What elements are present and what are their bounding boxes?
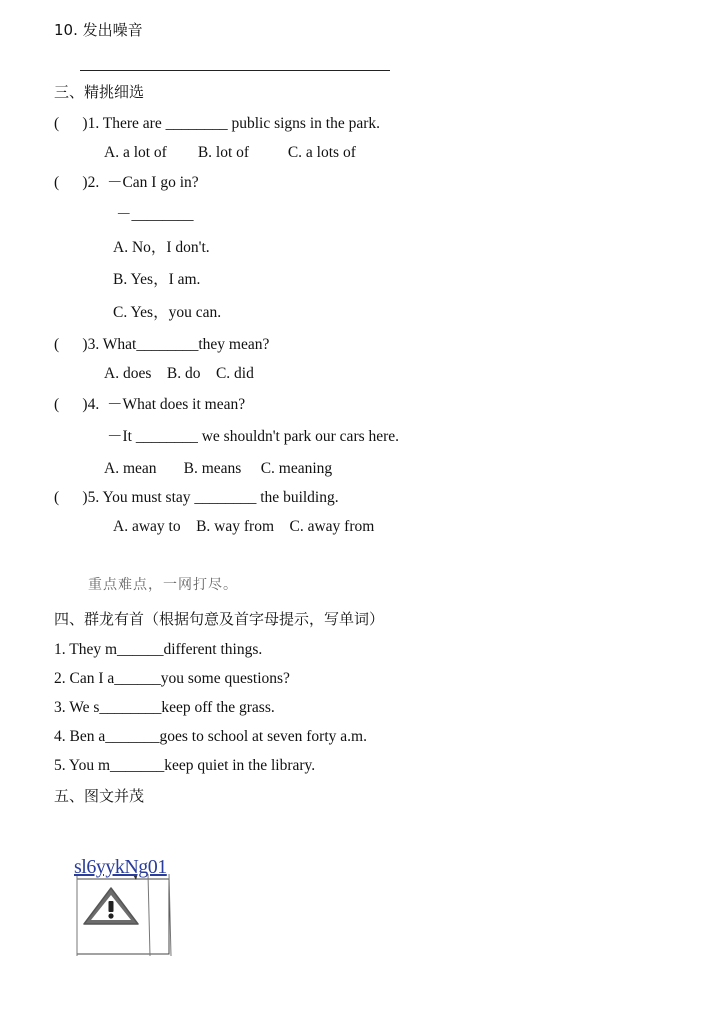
q4-stem: ( )4. －What does it mean? — [54, 396, 246, 413]
sec4-item-2: 2. Can I a______you some questions? — [54, 670, 290, 687]
q2-option-c: C. Yes，you can. — [113, 304, 222, 321]
section-5-title: 五、图文并茂 — [54, 787, 145, 805]
section-3-title: 三、精挑细选 — [54, 83, 145, 101]
item-10: 10. 发出噪音 — [54, 21, 143, 39]
q1-stem: ( )1. There are ________ public signs in the park. — [54, 115, 380, 132]
q2-option-a: A. No，I don't. — [113, 239, 210, 256]
q3-options: A. does B. do C. did — [104, 365, 254, 382]
sec4-item-5: 5. You m_______keep quiet in the library. — [54, 757, 316, 774]
q5-stem: ( )5. You must stay ________ the building. — [54, 489, 339, 506]
q4-answer-line: －It ________ we shouldn't park our cars here. — [107, 428, 400, 445]
answer-line — [80, 70, 390, 71]
sec4-item-4: 4. Ben a_______goes to school at seven forty a.m. — [54, 728, 367, 745]
q3-stem: ( )3. What________they mean? — [54, 336, 270, 353]
warning-triangle-icon — [74, 874, 184, 964]
key-points-note: 重点难点，一网打尽。 — [88, 577, 238, 593]
q1-options: A. a lot of B. lot of C. a lots of — [104, 144, 356, 161]
q2-option-b: B. Yes，I am. — [113, 271, 201, 288]
q2-stem: ( )2. －Can I go in? — [54, 174, 199, 191]
section-4-title: 四、群龙有首（根据句意及首字母提示，写单词） — [54, 610, 385, 628]
image-stamp-text: sl6yykNg01 — [74, 856, 167, 878]
sec4-item-1: 1. They m______different things. — [54, 641, 263, 658]
sec4-item-3: 3. We s________keep off the grass. — [54, 699, 275, 716]
q2-blank: －________ — [116, 206, 194, 223]
warning-sign-image — [74, 874, 184, 964]
q4-options: A. mean B. means C. meaning — [104, 460, 333, 477]
q5-options: A. away to B. way from C. away from — [113, 518, 375, 535]
